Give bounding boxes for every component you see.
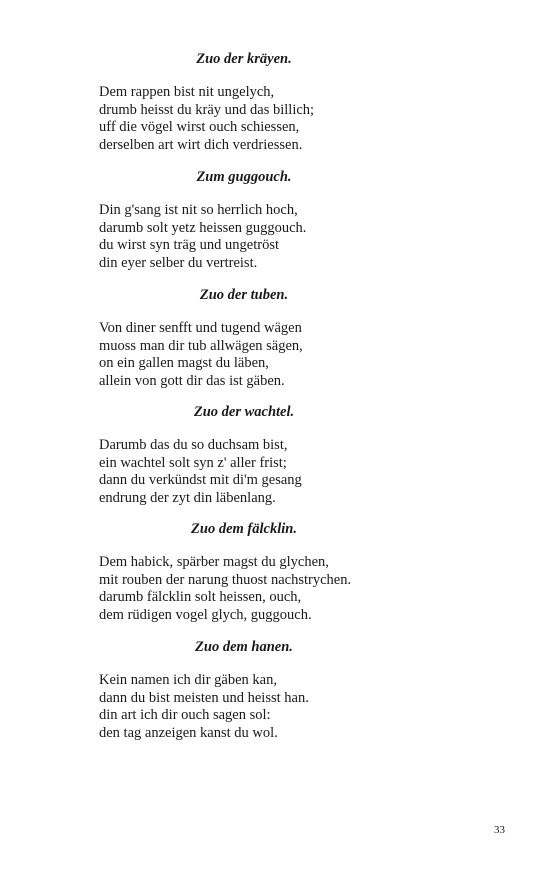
poem-body — [99, 672, 459, 742]
poem-title: Zuo der tuben. — [199, 287, 289, 303]
poem-line: dann du verkündst mit di'm gesang — [99, 472, 302, 488]
poem-line: din eyer selber du vertreist. — [99, 254, 258, 271]
poem-faelcklin — [99, 520, 459, 624]
poem-line: darumb fälcklin solt heissen, ouch, — [99, 589, 302, 605]
poem-line: dann du bist meisten und heisst han. — [99, 689, 309, 706]
poem-body — [99, 84, 459, 154]
poem-body — [99, 437, 459, 507]
poem-body — [99, 202, 459, 272]
poem-title: Zuo der wachtel. — [193, 404, 295, 420]
poem-line: drumb heisst du kräy und das billich; — [99, 101, 315, 118]
poem-line: muoss man dir tub allwägen sägen, — [99, 337, 303, 354]
poem-title: Zuo dem hanen. — [195, 639, 293, 655]
poem-guggouch — [99, 168, 459, 272]
poem-line: endrung der zyt din läbenlang. — [99, 489, 276, 506]
poem-line: derselben art wirt dich verdriessen. — [99, 136, 303, 153]
poem-hanen — [99, 638, 459, 742]
page-number: 33 — [494, 824, 505, 836]
poem-line: din art ich dir ouch sagen sol: — [99, 707, 271, 723]
poem-tuben — [99, 286, 459, 390]
poem-line: dem rüdigen vogel glych, guggouch. — [99, 606, 312, 623]
poem-line: darumb solt yetz heissen guggouch. — [99, 219, 307, 236]
poem-line: Von diner senfft und tugend wägen — [99, 320, 302, 336]
poem-line: den tag anzeigen kanst du wol. — [99, 724, 278, 741]
poem-line: Dem habick, spärber magst du glychen, — [99, 554, 329, 570]
poem-line: ein wachtel solt syn z' aller frist; — [99, 454, 287, 471]
poem-line: uff die vögel wirst ouch schiessen, — [99, 119, 300, 135]
poem-line: Darumb das du so duchsam bist, — [99, 437, 288, 453]
poem-title: Zuo der kräyen. — [196, 51, 292, 67]
poem-body — [99, 554, 459, 624]
poem-line: on ein gallen magst du läben, — [99, 355, 269, 371]
poem-wachtel — [99, 403, 459, 507]
poem-line: allein von gott dir das ist gäben. — [99, 372, 285, 389]
poem-kraeyen — [99, 50, 459, 154]
poem-line: Kein namen ich dir gäben kan, — [99, 672, 277, 688]
poem-title: Zum guggouch. — [196, 169, 292, 185]
poem-line: du wirst syn träg und ungetröst — [99, 237, 280, 253]
poem-line: mit rouben der narung thuost nachstrychen. — [99, 571, 352, 588]
poem-title: Zuo dem fälcklin. — [191, 521, 297, 537]
poem-line: Din g'sang ist nit so herrlich hoch, — [99, 202, 298, 218]
poem-body — [99, 320, 459, 390]
poem-line: Dem rappen bist nit ungelych, — [99, 84, 275, 100]
